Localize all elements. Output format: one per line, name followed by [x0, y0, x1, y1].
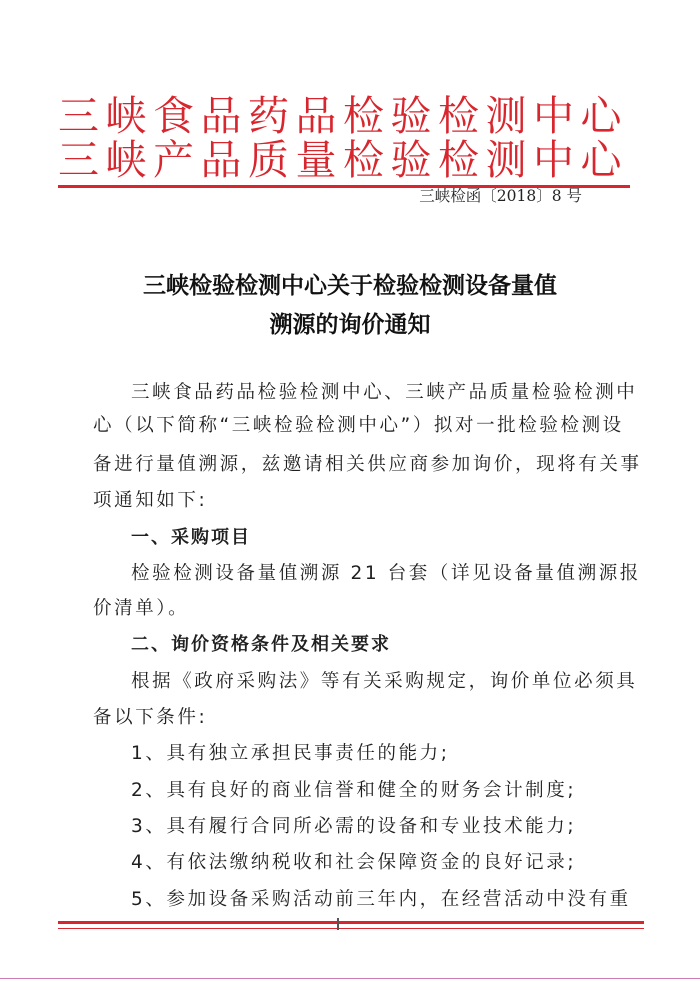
footer-red-rule-thin: [58, 928, 644, 929]
list-item: 2、具有良好的商业信誉和健全的财务会计制度;: [131, 780, 577, 801]
body-line: 检验检测设备量值溯源 21 台套（详见设备量值溯源报: [131, 563, 641, 584]
footer-red-rule: [58, 921, 644, 924]
body-line: 三峡食品药品检验检测中心、三峡产品质量检验检测中: [131, 382, 638, 403]
section-heading-requirements: 二、询价资格条件及相关要求: [131, 634, 391, 655]
body-line: 心（以下简称“三峡检验检测中心”）拟对一批检验检测设: [93, 415, 624, 436]
body-line: 根据《政府采购法》等有关采购规定，询价单位必须具: [131, 671, 638, 692]
body-line: 项通知如下:: [93, 490, 208, 511]
document-title-line1: 三峡检验检测中心关于检验检测设备量值: [143, 272, 557, 299]
scan-page-edge: [0, 978, 700, 979]
section-heading-procurement: 一、采购项目: [131, 527, 251, 548]
document-title-line2: 溯源的询价通知: [269, 311, 431, 338]
footer-center-mark: [337, 918, 339, 930]
body-line: 备以下条件:: [93, 707, 208, 728]
body-line: 价清单）。: [93, 598, 190, 619]
list-item: 4、有依法缴纳税收和社会保障资金的良好记录;: [131, 852, 577, 873]
list-item: 1、具有独立承担民事责任的能力;: [131, 743, 450, 764]
list-item: 3、具有履行合同所必需的设备和专业技术能力;: [131, 816, 577, 837]
list-item: 5、参加设备采购活动前三年内，在经营活动中没有重: [131, 889, 631, 910]
org-name-line2: 三峡产品质量检验检测中心: [58, 136, 628, 184]
document-number: 三峡检函〔2018〕8 号: [419, 187, 582, 205]
body-line: 备进行量值溯源，兹邀请相关供应商参加询价，现将有关事: [93, 454, 642, 475]
org-name-line1: 三峡食品药品检验检测中心: [58, 92, 628, 140]
